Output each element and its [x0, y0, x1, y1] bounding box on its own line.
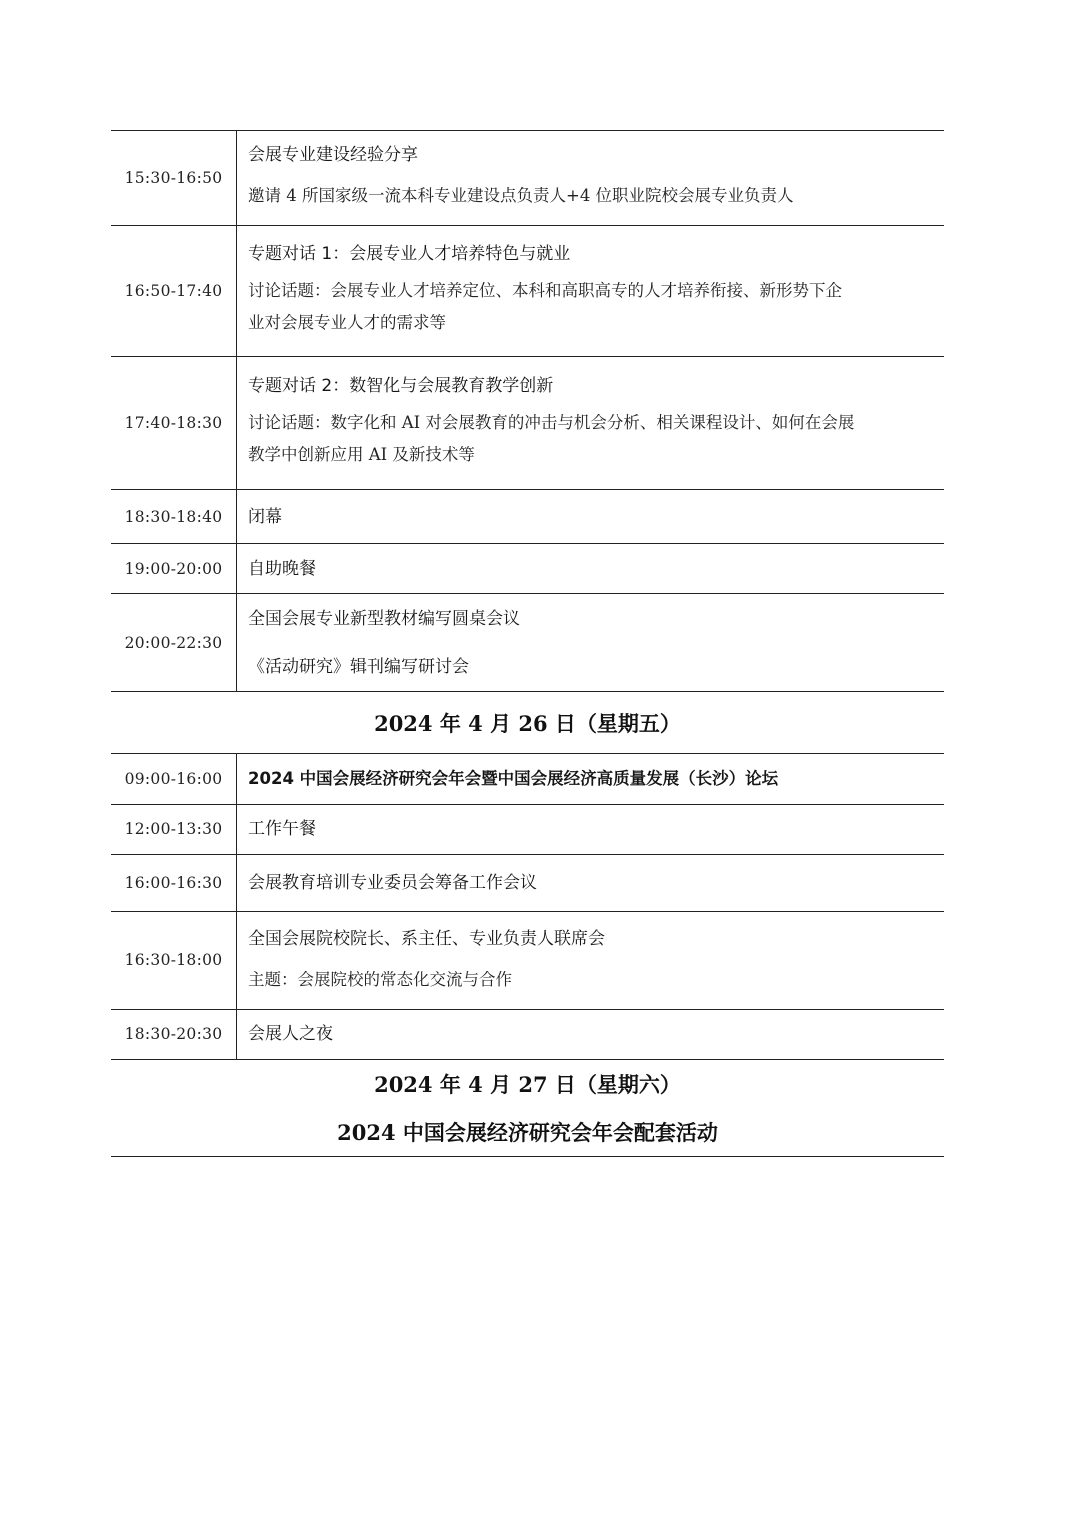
session-desc: 业对会展专业人才的需求等 — [248, 313, 446, 332]
table-row — [111, 1009, 944, 1059]
table-row — [111, 594, 944, 692]
table-row — [111, 490, 944, 544]
table-row — [111, 544, 944, 594]
table-row — [111, 854, 944, 911]
session-cell — [237, 544, 945, 594]
session-cell — [237, 357, 945, 490]
day-heading-row — [111, 692, 944, 754]
session-desc: 主题：会展院校的常态化交流与合作 — [248, 970, 512, 989]
table-row — [111, 226, 944, 357]
session-cell — [237, 594, 945, 692]
time-cell: 16:50-17:40 — [111, 226, 237, 357]
table-row — [111, 754, 944, 804]
time-cell: 19:00-20:00 — [111, 544, 237, 594]
session-desc: 教学中创新应用 AI 及新技术等 — [248, 445, 475, 464]
time-cell: 15:30-16:50 — [111, 131, 237, 226]
day-heading: 2024 年 4 月 26 日（星期五） — [374, 710, 681, 736]
session-title: 全国会展专业新型教材编写圆桌会议 — [248, 608, 520, 629]
time-cell: 16:30-18:00 — [111, 911, 237, 1009]
session-title: 专题对话 1：会展专业人才培养特色与就业 — [248, 244, 571, 264]
table-row — [111, 804, 944, 854]
session-cell — [237, 911, 945, 1009]
time-cell: 16:00-16:30 — [111, 854, 237, 911]
session-desc: 邀请 4 所国家级一流本科专业建设点负责人+4 位职业院校会展专业负责人 — [248, 186, 794, 205]
session-title: 会展专业建设经验分享 — [248, 145, 418, 165]
session-cell — [237, 804, 945, 854]
session-title: 自助晚餐 — [248, 558, 316, 579]
time-cell: 09:00-16:00 — [111, 754, 237, 804]
table-row — [111, 131, 944, 226]
schedule-table-2 — [111, 754, 944, 1060]
time-cell: 12:00-13:30 — [111, 804, 237, 854]
session-cell — [237, 854, 945, 911]
session-cell — [237, 131, 945, 226]
session-cell — [237, 754, 945, 804]
table-row — [111, 911, 944, 1009]
time-cell: 17:40-18:30 — [111, 357, 237, 490]
session-title: 闭幕 — [248, 506, 282, 527]
session-title: 工作午餐 — [248, 819, 316, 839]
session-title: 《活动研究》辑刊编写研讨会 — [248, 656, 469, 677]
session-cell — [237, 1009, 945, 1059]
schedule-table-1 — [111, 130, 944, 692]
day-heading: 2024 年 4 月 27 日（星期六） — [374, 1071, 681, 1097]
session-cell — [237, 226, 945, 357]
table-row — [111, 357, 944, 490]
session-title: 2024 中国会展经济研究会年会暨中国会展经济高质量发展（长沙）论坛 — [248, 768, 779, 788]
time-cell: 18:30-20:30 — [111, 1009, 237, 1059]
session-desc: 讨论话题：数字化和 AI 对会展教育的冲击与机会分析、相关课程设计、如何在会展 — [248, 413, 855, 432]
time-cell: 20:00-22:30 — [111, 594, 237, 692]
session-cell — [237, 490, 945, 544]
session-desc: 讨论话题：会展专业人才培养定位、本科和高职高专的人才培养衔接、新形势下企 — [248, 281, 842, 300]
session-title: 全国会展院校院长、系主任、专业负责人联席会 — [248, 929, 605, 949]
session-title: 会展教育培训专业委员会筹备工作会议 — [248, 872, 537, 893]
day-subheading-row — [111, 1108, 944, 1157]
day-subheading: 2024 中国会展经济研究会年会配套活动 — [337, 1119, 718, 1145]
session-title: 专题对话 2：数智化与会展教育教学创新 — [248, 376, 554, 396]
day-heading-row — [111, 1060, 944, 1108]
session-title: 会展人之夜 — [248, 1024, 333, 1044]
schedule-page — [111, 130, 944, 1157]
time-cell: 18:30-18:40 — [111, 490, 237, 544]
